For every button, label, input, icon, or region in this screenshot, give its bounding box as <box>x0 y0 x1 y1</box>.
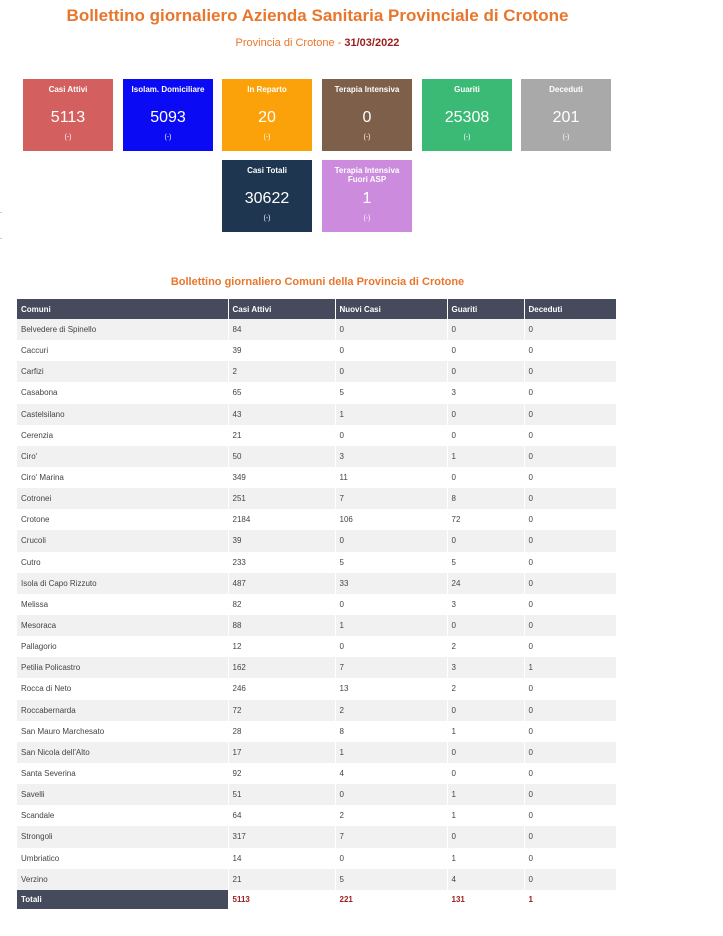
cell-nuovi-casi: 7 <box>335 488 447 509</box>
cell-comune: Cerenzia <box>17 425 228 446</box>
cell-deceduti: 1 <box>524 657 616 678</box>
cell-comune: Petilia Policastro <box>17 657 228 678</box>
table-row <box>17 552 616 573</box>
cell-comune: Crotone <box>17 509 228 530</box>
cell-nuovi-casi: 0 <box>335 784 447 805</box>
table-row <box>17 319 616 340</box>
totals-row <box>17 890 616 909</box>
cell-nuovi-casi: 0 <box>335 530 447 551</box>
cell-deceduti: 0 <box>524 763 616 784</box>
cell-comune: Strongoli <box>17 826 228 847</box>
card-label: Deceduti <box>549 85 583 94</box>
card-value: 5093 <box>150 109 186 126</box>
card-label: In Reparto <box>247 85 287 94</box>
cell-nuovi-casi: 0 <box>335 848 447 869</box>
cell-nuovi-casi: 7 <box>335 826 447 847</box>
cell-nuovi-casi: 1 <box>335 742 447 763</box>
card-value: 20 <box>258 109 276 126</box>
cell-casi-attivi: 65 <box>228 382 335 403</box>
cell-comune: Mesoraca <box>17 615 228 636</box>
card-label: Casi Totali <box>247 166 287 175</box>
totals-deceduti: 1 <box>524 890 616 909</box>
cell-nuovi-casi: 2 <box>335 700 447 721</box>
cell-guariti: 3 <box>447 382 524 403</box>
column-header: Nuovi Casi <box>335 299 447 319</box>
card-value: 5113 <box>50 109 86 126</box>
cell-guariti: 0 <box>447 425 524 446</box>
cell-nuovi-casi: 0 <box>335 594 447 615</box>
table-row <box>17 657 616 678</box>
cell-casi-attivi: 21 <box>228 425 335 446</box>
cell-casi-attivi: 14 <box>228 848 335 869</box>
column-header: Deceduti <box>524 299 616 319</box>
cell-guariti: 1 <box>447 848 524 869</box>
card-delta: (-) <box>562 134 570 141</box>
cell-nuovi-casi: 7 <box>335 657 447 678</box>
cell-guariti: 0 <box>447 530 524 551</box>
cell-nuovi-casi: 5 <box>335 552 447 573</box>
cell-guariti: 0 <box>447 467 524 488</box>
province-label: Provincia di Crotone - <box>235 37 345 49</box>
cell-casi-attivi: 349 <box>228 467 335 488</box>
cell-deceduti: 0 <box>524 848 616 869</box>
cell-comune: Castelsilano <box>17 404 228 425</box>
edge-mark <box>0 212 2 213</box>
cell-casi-attivi: 51 <box>228 784 335 805</box>
cell-comune: Cutro <box>17 552 228 573</box>
cell-deceduti: 0 <box>524 826 616 847</box>
card-value: 1 <box>362 190 372 207</box>
cell-comune: Ciro' <box>17 446 228 467</box>
cell-guariti: 3 <box>447 594 524 615</box>
card-delta: (-) <box>363 134 371 141</box>
cell-nuovi-casi: 11 <box>335 467 447 488</box>
cell-nuovi-casi: 1 <box>335 615 447 636</box>
cell-casi-attivi: 50 <box>228 446 335 467</box>
comuni-table <box>17 299 617 909</box>
cell-casi-attivi: 21 <box>228 869 335 890</box>
cell-casi-attivi: 246 <box>228 678 335 699</box>
page-title: Bollettino giornaliero Azienda Sanitaria Provinciale di Crotone <box>66 6 569 25</box>
cell-deceduti: 0 <box>524 488 616 509</box>
table-row <box>17 848 616 869</box>
cell-nuovi-casi: 3 <box>335 446 447 467</box>
cell-casi-attivi: 84 <box>228 319 335 340</box>
table-row <box>17 594 616 615</box>
table-row <box>17 530 616 551</box>
table-row <box>17 763 616 784</box>
cell-guariti: 0 <box>447 826 524 847</box>
cell-nuovi-casi: 106 <box>335 509 447 530</box>
cell-guariti: 0 <box>447 700 524 721</box>
cell-comune: Roccabernarda <box>17 700 228 721</box>
totals-guariti: 131 <box>447 890 524 909</box>
cell-comune: Cotronei <box>17 488 228 509</box>
table-row <box>17 678 616 699</box>
totals-nuovi-casi: 221 <box>335 890 447 909</box>
cell-nuovi-casi: 8 <box>335 721 447 742</box>
card-deceduti <box>521 79 611 151</box>
cell-guariti: 1 <box>447 446 524 467</box>
cell-nuovi-casi: 4 <box>335 763 447 784</box>
cell-comune: Carfizi <box>17 361 228 382</box>
cell-guariti: 0 <box>447 615 524 636</box>
cell-casi-attivi: 2184 <box>228 509 335 530</box>
cell-casi-attivi: 82 <box>228 594 335 615</box>
cell-guariti: 0 <box>447 763 524 784</box>
cell-casi-attivi: 43 <box>228 404 335 425</box>
table-row <box>17 404 616 425</box>
cell-deceduti: 0 <box>524 361 616 382</box>
cell-casi-attivi: 39 <box>228 340 335 361</box>
table-row <box>17 742 616 763</box>
page-subtitle <box>0 37 635 49</box>
cell-deceduti: 0 <box>524 340 616 361</box>
cell-guariti: 72 <box>447 509 524 530</box>
cell-deceduti: 0 <box>524 805 616 826</box>
cell-casi-attivi: 88 <box>228 615 335 636</box>
card-value: 25308 <box>444 109 490 126</box>
cell-guariti: 0 <box>447 404 524 425</box>
cell-nuovi-casi: 0 <box>335 340 447 361</box>
cell-deceduti: 0 <box>524 784 616 805</box>
table-row <box>17 382 616 403</box>
cell-deceduti: 0 <box>524 509 616 530</box>
card-value: 30622 <box>244 190 290 207</box>
cell-casi-attivi: 92 <box>228 763 335 784</box>
cell-guariti: 0 <box>447 319 524 340</box>
table-row <box>17 700 616 721</box>
cell-casi-attivi: 39 <box>228 530 335 551</box>
cell-guariti: 4 <box>447 869 524 890</box>
cell-casi-attivi: 17 <box>228 742 335 763</box>
cell-comune: Isola di Capo Rizzuto <box>17 573 228 594</box>
cell-nuovi-casi: 0 <box>335 361 447 382</box>
cell-guariti: 1 <box>447 784 524 805</box>
cell-casi-attivi: 162 <box>228 657 335 678</box>
cell-comune: San Nicola dell'Alto <box>17 742 228 763</box>
cell-casi-attivi: 72 <box>228 700 335 721</box>
table-row <box>17 784 616 805</box>
cell-comune: Melissa <box>17 594 228 615</box>
cell-comune: Verzino <box>17 869 228 890</box>
cell-deceduti: 0 <box>524 615 616 636</box>
cell-guariti: 24 <box>447 573 524 594</box>
cell-nuovi-casi: 0 <box>335 636 447 657</box>
cell-casi-attivi: 64 <box>228 805 335 826</box>
table-row <box>17 721 616 742</box>
cell-comune: Ciro' Marina <box>17 467 228 488</box>
cell-comune: Umbriatico <box>17 848 228 869</box>
card-delta: (-) <box>263 215 271 222</box>
column-header: Guariti <box>447 299 524 319</box>
card-value: 0 <box>362 109 372 126</box>
card-casi-attivi <box>23 79 113 151</box>
cell-comune: Savelli <box>17 784 228 805</box>
cell-casi-attivi: 487 <box>228 573 335 594</box>
cell-comune: Casabona <box>17 382 228 403</box>
cell-deceduti: 0 <box>524 700 616 721</box>
table-row <box>17 425 616 446</box>
cell-deceduti: 0 <box>524 404 616 425</box>
table-row <box>17 509 616 530</box>
cell-guariti: 1 <box>447 721 524 742</box>
column-header: Casi Attivi <box>228 299 335 319</box>
card-label: Casi Attivi <box>48 85 88 94</box>
cell-comune: Scandale <box>17 805 228 826</box>
card-delta: (-) <box>463 134 471 141</box>
cell-deceduti: 0 <box>524 425 616 446</box>
card-terapia-intensiva <box>322 79 412 151</box>
table-row <box>17 826 616 847</box>
cell-comune: Crucoli <box>17 530 228 551</box>
cell-nuovi-casi: 0 <box>335 425 447 446</box>
table-row <box>17 340 616 361</box>
bulletin-date: 31/03/2022 <box>344 37 400 49</box>
table-row <box>17 573 616 594</box>
card-delta: (-) <box>164 134 172 141</box>
table-row <box>17 615 616 636</box>
card-label: Guariti <box>454 85 480 94</box>
table-row <box>17 446 616 467</box>
cell-nuovi-casi: 1 <box>335 404 447 425</box>
totals-label: Totali <box>17 890 228 909</box>
cell-deceduti: 0 <box>524 552 616 573</box>
cell-guariti: 5 <box>447 552 524 573</box>
cell-guariti: 8 <box>447 488 524 509</box>
cell-casi-attivi: 28 <box>228 721 335 742</box>
cell-casi-attivi: 251 <box>228 488 335 509</box>
table-row <box>17 467 616 488</box>
table-row <box>17 805 616 826</box>
cell-guariti: 2 <box>447 636 524 657</box>
cell-casi-attivi: 233 <box>228 552 335 573</box>
cell-deceduti: 0 <box>524 382 616 403</box>
card-label: Terapia Intensiva <box>334 85 400 94</box>
cell-deceduti: 0 <box>524 319 616 340</box>
cell-comune: Santa Severina <box>17 763 228 784</box>
cell-nuovi-casi: 5 <box>335 382 447 403</box>
cell-casi-attivi: 2 <box>228 361 335 382</box>
edge-mark <box>0 238 2 239</box>
cell-casi-attivi: 12 <box>228 636 335 657</box>
cell-deceduti: 0 <box>524 742 616 763</box>
card-delta: (-) <box>64 134 72 141</box>
cell-nuovi-casi: 5 <box>335 869 447 890</box>
cell-guariti: 3 <box>447 657 524 678</box>
column-header: Comuni <box>17 299 228 319</box>
card-in-reparto <box>222 79 312 151</box>
cell-nuovi-casi: 2 <box>335 805 447 826</box>
cell-deceduti: 0 <box>524 446 616 467</box>
cell-deceduti: 0 <box>524 636 616 657</box>
cell-nuovi-casi: 0 <box>335 319 447 340</box>
cell-deceduti: 0 <box>524 573 616 594</box>
cell-deceduti: 0 <box>524 721 616 742</box>
card-label: Isolam. Domiciliare <box>131 85 205 94</box>
table-body <box>17 319 616 890</box>
cell-deceduti: 0 <box>524 467 616 488</box>
cell-nuovi-casi: 33 <box>335 573 447 594</box>
card-delta: (-) <box>263 134 271 141</box>
cell-deceduti: 0 <box>524 869 616 890</box>
cell-comune: Belvedere di Spinello <box>17 319 228 340</box>
cell-nuovi-casi: 13 <box>335 678 447 699</box>
card-guariti <box>422 79 512 151</box>
card-value: 201 <box>552 109 580 126</box>
comuni-section-title: Bollettino giornaliero Comuni della Provincia di Crotone <box>170 276 465 288</box>
cell-guariti: 1 <box>447 805 524 826</box>
cell-comune: San Mauro Marchesato <box>17 721 228 742</box>
card-casi-totali <box>222 160 312 232</box>
table-row <box>17 361 616 382</box>
cell-guariti: 0 <box>447 340 524 361</box>
cell-guariti: 2 <box>447 678 524 699</box>
cell-deceduti: 0 <box>524 594 616 615</box>
cell-deceduti: 0 <box>524 678 616 699</box>
cell-casi-attivi: 317 <box>228 826 335 847</box>
card-delta: (-) <box>363 215 371 222</box>
card-isolamento-domiciliare <box>123 79 213 151</box>
table-row <box>17 488 616 509</box>
table-row <box>17 869 616 890</box>
card-terapia-intensiva-fuori-asp <box>322 160 412 232</box>
cell-deceduti: 0 <box>524 530 616 551</box>
cell-comune: Caccuri <box>17 340 228 361</box>
cell-comune: Rocca di Neto <box>17 678 228 699</box>
cell-guariti: 0 <box>447 361 524 382</box>
totals-casi-attivi: 5113 <box>228 890 335 909</box>
cell-comune: Pallagorio <box>17 636 228 657</box>
table-row <box>17 636 616 657</box>
table-header-row <box>17 299 616 319</box>
cell-guariti: 0 <box>447 742 524 763</box>
card-label: Terapia Intensiva Fuori ASP <box>334 166 400 184</box>
